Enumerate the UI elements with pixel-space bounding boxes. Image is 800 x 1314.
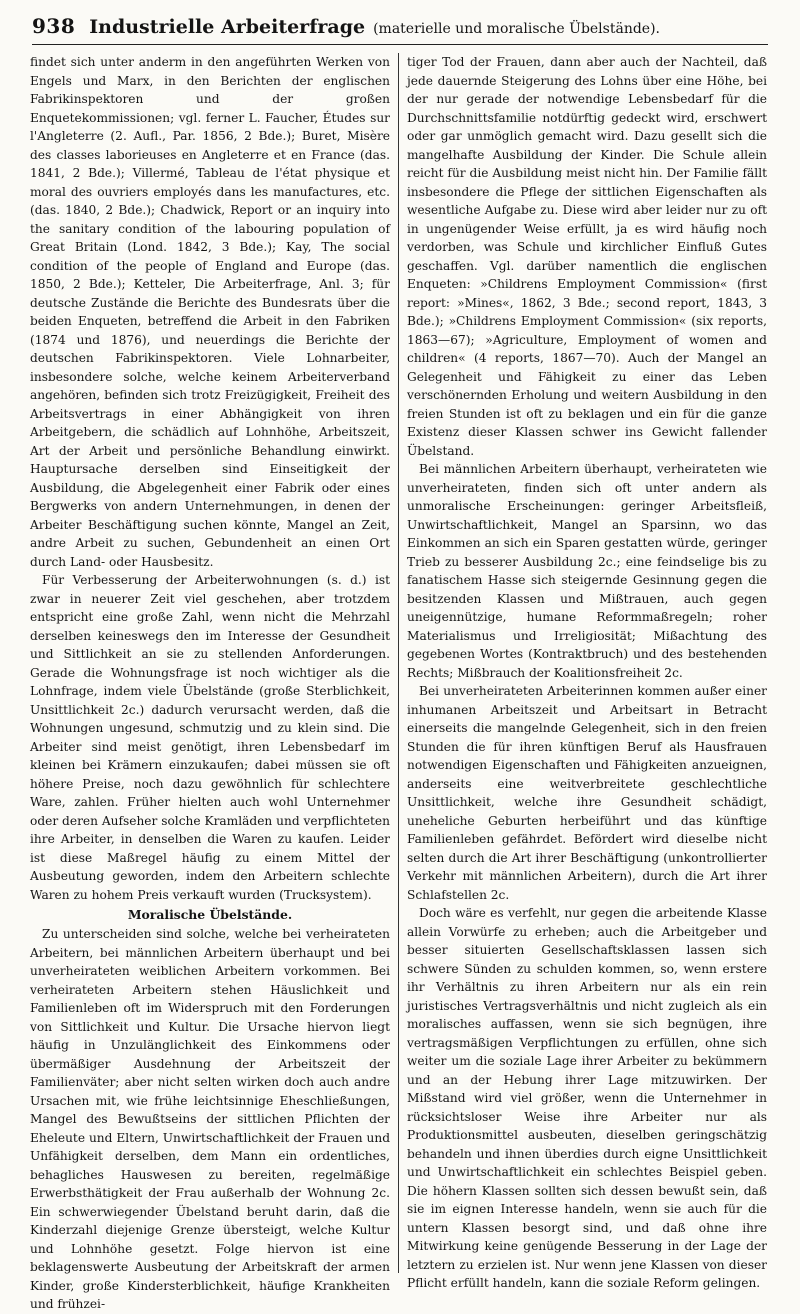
text-columns (24, 53, 776, 1311)
right-column (401, 53, 773, 1290)
page-number: 938 (32, 14, 76, 38)
running-title: Industrielle Arbeiterfrage (89, 16, 366, 38)
left-column (24, 53, 396, 1311)
paragraph: Bei männlichen Arbeitern überhaupt, verheirateten wie unverheirateten, finden sich oft unter andern als unmoralische Erscheinungen: geringer Arbeitsfleiß, Unwirtschaftlichkeit, Mangel an Sparsinn, wo das Einkommen an sich ein Sparen gestatten würde, geringer Trieb zu besserer Ausbildung 2c.; eine feindselige bis zu fanatischem Hasse sich steigernde Gesinnung gegen die besitzenden Klassen und Mißtrauen, auch gegen uneigennützige, humane Reformmaßregeln; roher Materialismus und Irreligiosität; Mißachtung des gegebenen Wortes (Kontraktbruch) und des bestehenden Rechts; Mißbrauch der Koalitionsfreiheit 2c. (407, 462, 767, 680)
paragraph: findet sich unter anderm in den angeführten Werken von Engels und Marx, in den Berichten der englischen Fabrikinspektoren und der großen Enquetekommissionen; vgl. ferner L. Faucher, Études sur l'Angleterre (2. Aufl., Par. 1856, 2 Bde.); Buret, Misère des classes laborieuses en Angleterre et en France (das. 1841, 2 Bde.); Villermé, Tableau de l'état physique et moral des ouvriers employés dans les manufactures, etc. (das. 1840, 2 Bde.); Chadwick, Report or an inquiry into the sanitary condition of the labouring population of Great Britain (Lond. 1842, 3 Bde.); Kay, The social condition of the people of England and Europe (das. 1850, 2 Bde.); Ketteler, Die Arbeiterfrage, Anl. 3; für deutsche Zustände die Berichte des Bundesrats über die beiden Enqueten, betreffend die Arbeit in den Fabriken (1874 und 1876), und neuerdings die Berichte der deutschen Fabrikinspektoren. Viele Lohnarbeiter, insbesondere solche, welche keinem Arbeiterverband angehören, befinden sich trotz Freizügigkeit, Freiheit des Arbeitsvertrags in einer Abhängigkeit von ihren Arbeitgebern, die schädlich auf Lohnhöhe, Arbeitszeit, Art der Arbeit und persönliche Behandlung einwirkt. Hauptursache derselben sind Einseitigkeit der Ausbildung, die Abgelegenheit einer Fabrik oder eines Bergwerks von andern Unternehmungen, in denen der Arbeiter Beschäftigung suchen könnte, Mangel an Zeit, andre Arbeit zu suchen, Gebundenheit an einen Ort durch Land- oder Hausbesitz. (30, 55, 390, 569)
paragraph: Bei unverheirateten Arbeiterinnen kommen außer einer inhumanen Arbeitszeit und Arbeitsart in Betracht einerseits die mangelnde Gelegenheit, sich in den freien Stunden die für ihren künftigen Beruf als Hausfrauen notwendigen Eigenschaften und Fähigkeiten anzueignen, anderseits eine weitverbreitete geschlechtliche Unsittlichkeit, welche ihre Gesundheit schädigt, uneheliche Geburten herbeiführt und das künftige Familienleben gefährdet. Befördert wird dieselbe nicht selten durch die Art ihrer Beschäftigung (unkontrollierter Verkehr mit männlichen Arbeitern), durch die Art ihrer Schlafstellen 2c. (407, 684, 767, 902)
section-heading: Moralische Übelstände. (127, 907, 293, 922)
running-header (32, 14, 768, 45)
column-divider (398, 53, 399, 1273)
paragraph: Doch wäre es verfehlt, nur gegen die arbeitende Klasse allein Vorwürfe zu erheben; auch die Arbeitgeber und besser situierten Gesellschaftsklassen lassen sich schwere Sünden zu schulden kommen, so, wenn erstere ihr Verhältnis zu ihren Arbeitern nur als ein rein juristisches Vertragsverhältnis und nicht zugleich als ein moralisches auffassen, wenn sie sich begnügen, ihre vertragsmäßigen Verpflichtungen zu erfüllen, ohne sich weiter um die soziale Lage ihrer Arbeiter zu bekümmern und an der Hebung ihrer Lage mitzuwirken. Der Mißstand wird viel größer, wenn die Unternehmer in rücksichtsloser Weise ihre Arbeiter nur als Produktionsmittel ausbeuten, dieselben geringschätzig behandeln und ihnen überdies durch eigne Unsittlichkeit und Unwirtschaftlichkeit ein schlechtes Beispiel geben. Die höhern Klassen sollten sich dessen bewußt sein, daß sie im eignen Interesse handeln, wenn sie auch für die untern Klassen besorgt sind, und daß ohne ihre Mitwirkung keine genügende Besserung in der Lage der letztern zu erzielen ist. Nur wenn jene Klassen von dieser Pflicht erfüllt handeln, kann die soziale Reform gelingen. (407, 906, 767, 1290)
paragraph: tiger Tod der Frauen, dann aber auch der Nachteil, daß jede dauernde Steigerung des Lohns über eine Höhe, bei der nur gerade der notwendige Lebensbedarf für die Durchschnittsfamilie notdürftig gedeckt wird, erschwert oder gar unmöglich gemacht wird. Dazu gesellt sich die mangelhafte Ausbildung der Kinder. Die Schule allein reicht für die Ausbildung meist nicht hin. Der Familie fällt insbesondere die Pflege der sittlichen Eigenschaften als wesentliche Aufgabe zu. Diese wird aber leider nur zu oft in ungenügender Weise erfüllt, ja es wird häufig noch verdorben, was Schule und kirchlicher Einfluß Gutes geschaffen. Vgl. darüber namentlich die englischen Enqueten: »Childrens Employment Commission« (first report: »Mines«, 1862, 3 Bde.; second report, 1843, 3 Bde.); »Childrens Employment Commission« (six reports, 1863—67); »Agriculture, Employment of women and children« (4 reports, 1867—70). Auch der Mangel an Gelegenheit und Fähigkeit zu einer das Leben verschönernden Erholung und weitern Ausbildung in den freien Stunden ist oft zu beklagen und ein für die ganze Existenz dieser Klassen schwer ins Gewicht fallender Übelstand. (407, 55, 767, 458)
paragraph: Für Verbesserung der Arbeiterwohnungen (s. d.) ist zwar in neuerer Zeit viel geschehen, aber trotzdem entspricht eine große Zahl, wenn nicht die Mehrzahl derselben keineswegs den im Interesse der Gesundheit und Sittlichkeit an sie zu stellenden Anforderungen. Gerade die Wohnungsfrage ist noch wichtiger als die Lohnfrage, indem viele Übelstände (große Sterblichkeit, Unsittlichkeit 2c.) dadurch verursacht werden, daß die Wohnungen ungesund, schmutzig und zu klein sind. Die Arbeiter sind meist genötigt, ihren Lebensbedarf im kleinen bei Krämern einzukaufen; dabei müssen sie oft höhere Preise, noch dazu gewöhnlich für schlechtere Ware, zahlen. Früher hielten auch wohl Unternehmer oder deren Aufseher solche Kramläden und verpflichteten ihre Arbeiter, in denselben die Waren zu kaufen. Leider ist diese Maßregel häufig zu einem Mittel der Ausbeutung geworden, indem den Arbeitern schlechte Waren zu hohem Preis verkauft wurden (Trucksystem). (30, 573, 390, 902)
running-subtitle: (materielle und moralische Übelstände). (373, 21, 660, 37)
paragraph: Zu unterscheiden sind solche, welche bei verheirateten Arbeitern, bei männlichen Arbeitern überhaupt und bei unverheirateten weiblichen Arbeitern vorkommen. Bei verheirateten Arbeitern stehen Häuslichkeit und Familienleben oft im Widerspruch mit den Forderungen von Sittlichkeit und Kultur. Die Ursache hiervon liegt häufig in Unzulänglichkeit des Einkommens oder übermäßiger Ausdehnung der Arbeitszeit der Familienväter; aber nicht selten wirken doch auch andre Ursachen mit, wie frühe leichtsinnige Eheschließungen, Mangel des Bewußtseins der sittlichen Pflichten der Eheleute und Eltern, Unwirtschaftlichkeit der Frauen und Unfähigkeit derselben, dem Mann ein ordentliches, behagliches Hauswesen zu bereiten, regelmäßige Erwerbsthätigkeit der Frau außerhalb der Wohnung 2c. Ein schwerwiegender Übelstand beruht darin, daß die Kinderzahl diejenige Grenze übersteigt, welche Kultur und Lohnhöhe gesetzt. Folge hiervon ist eine beklagenswerte Ausbeutung der Arbeitskraft der armen Kinder, große Kindersterblichkeit, häufige Krankheiten und frühzei- (30, 927, 390, 1311)
